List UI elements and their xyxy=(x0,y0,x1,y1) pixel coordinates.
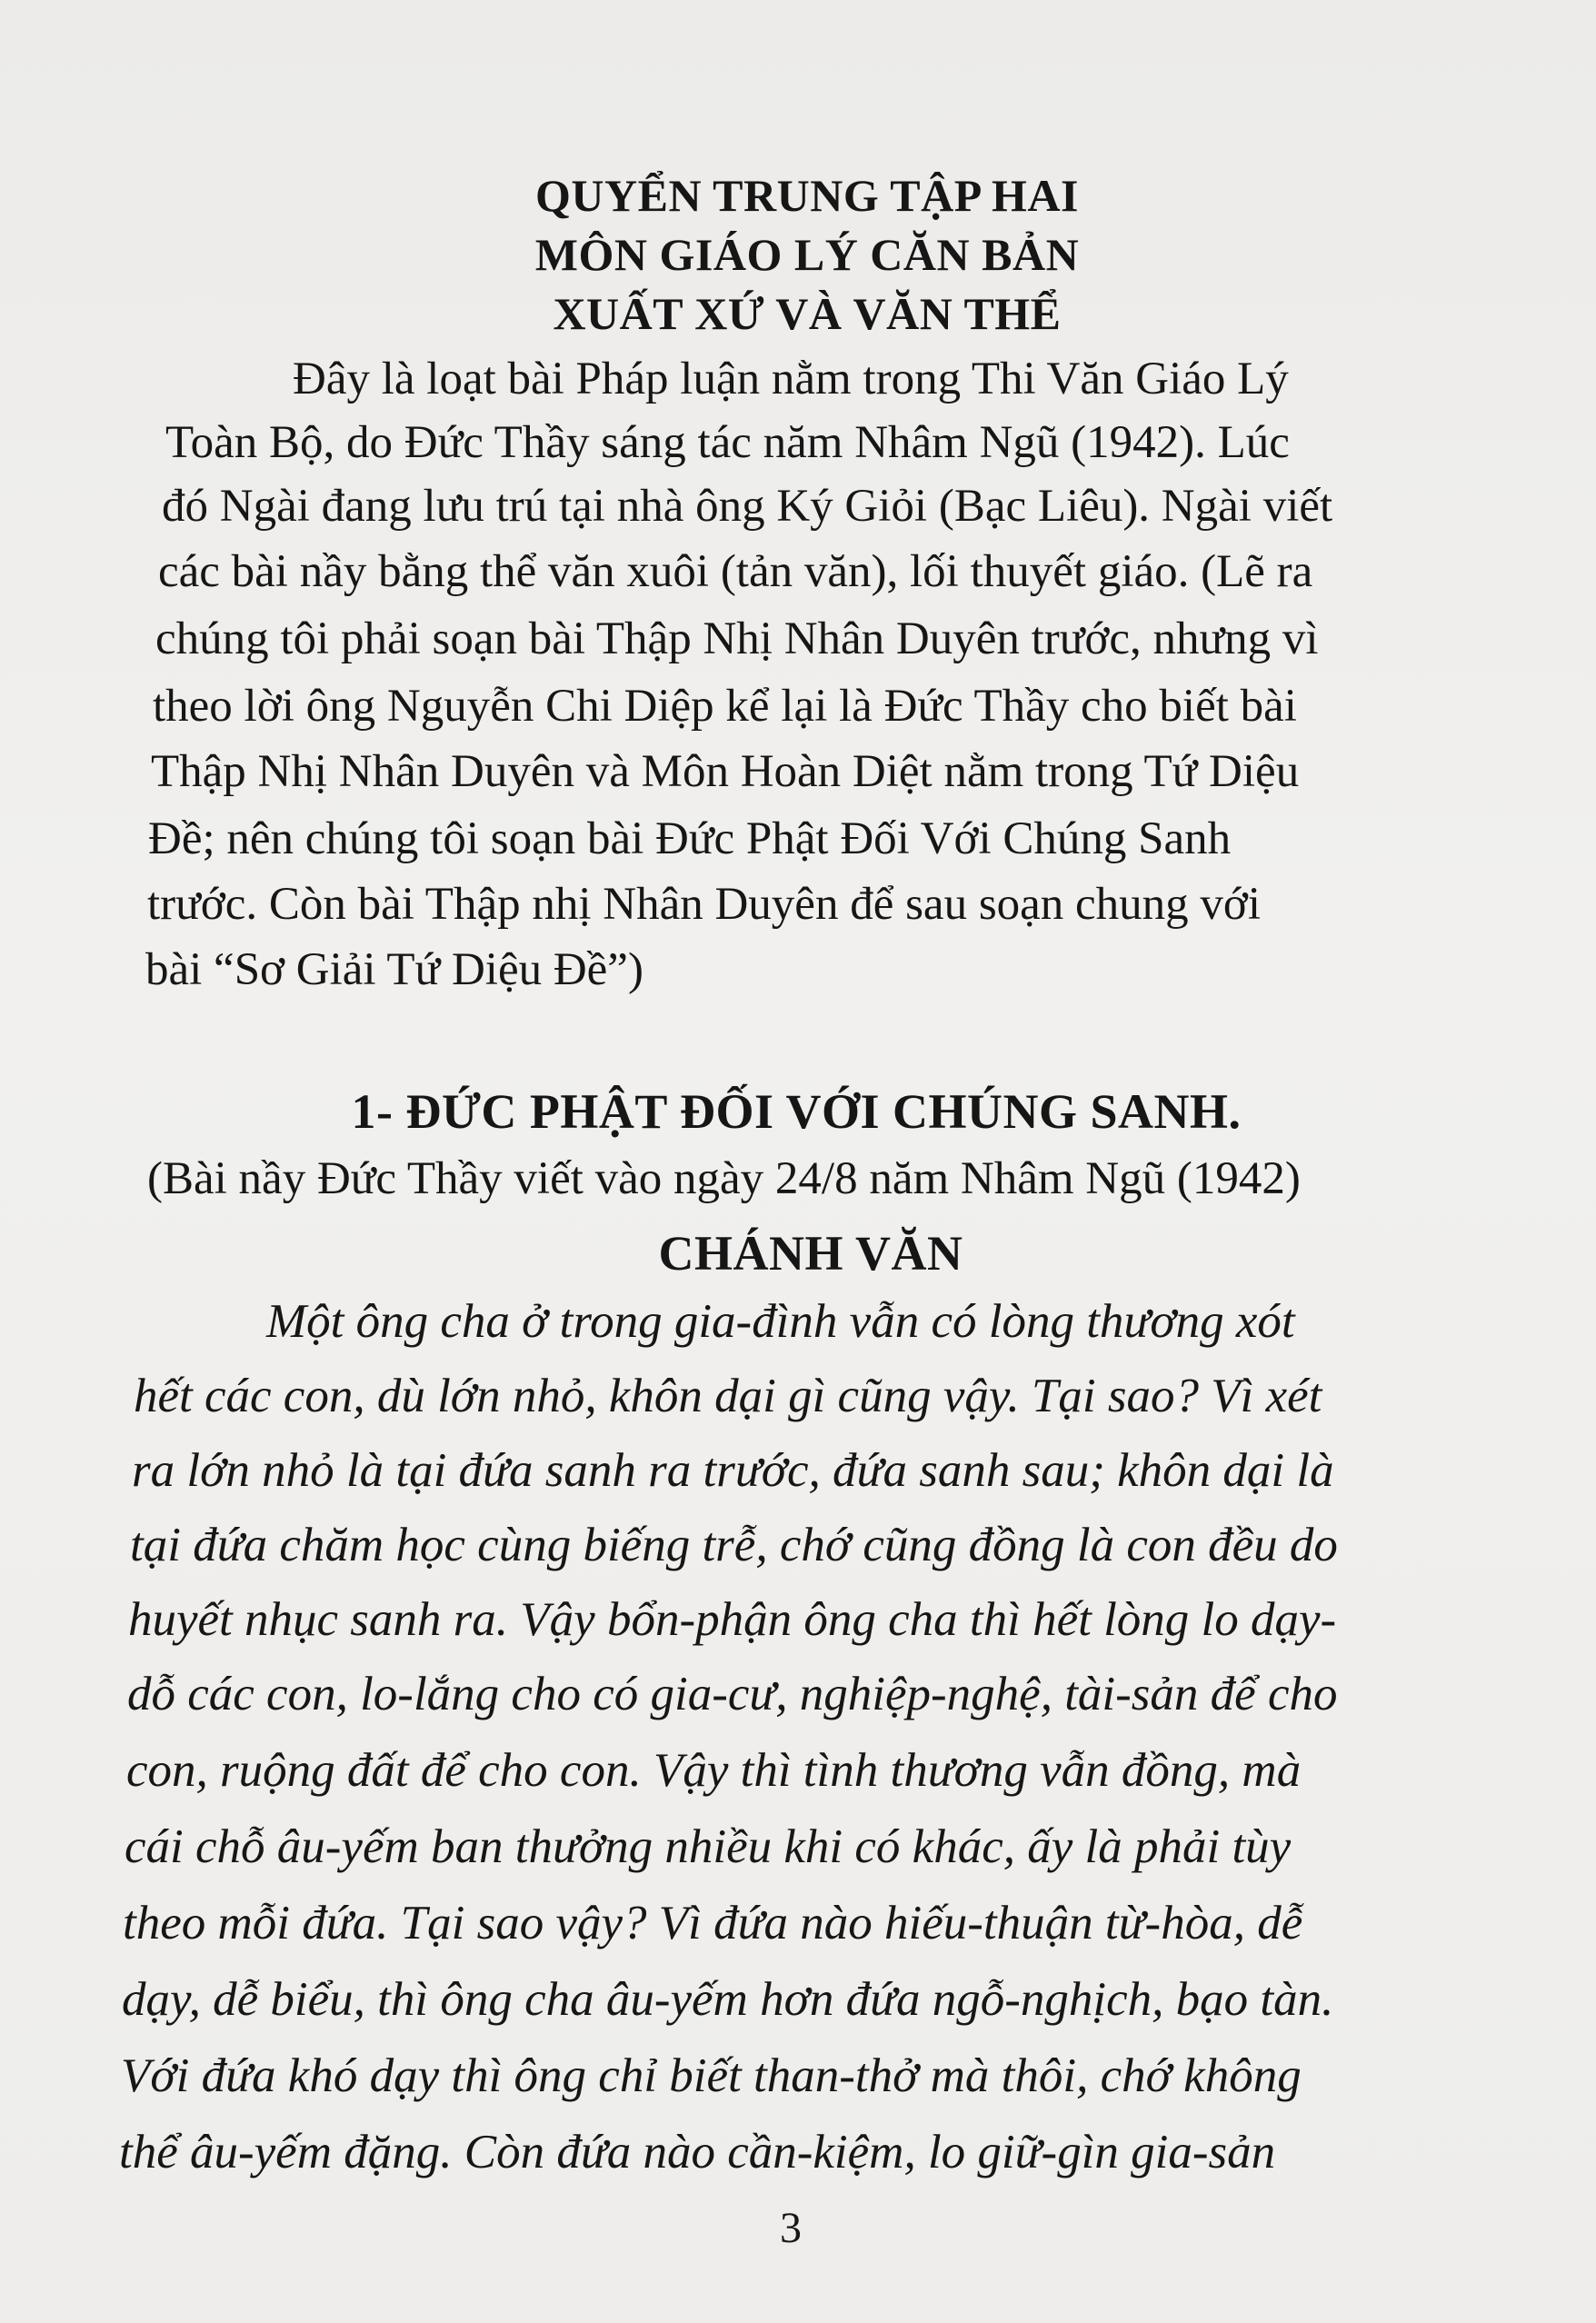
text-line: Với đứa khó dạy thì ông chỉ biết than-thở mà thôi, chớ không xyxy=(121,2049,1302,2102)
intro-line: bài “Sơ Giải Tứ Diệu Đề”) xyxy=(145,944,643,995)
section-note: (Bài nầy Đức Thầy viết vào ngày 24/8 năm Nhâm Ngũ (1942) xyxy=(147,1153,1301,1204)
text-line: Một ông cha ở trong gia-đình vẫn có lòng thương xót xyxy=(266,1295,1295,1348)
text-line: cái chỗ âu-yếm ban thưởng nhiều khi có khác, ấy là phải tùy xyxy=(125,1820,1292,1873)
text-line: tại đứa chăm học cùng biếng trễ, chớ cũng đồng là con đều do xyxy=(130,1519,1338,1571)
intro-line: các bài nầy bằng thể văn xuôi (tản văn), lối thuyết giáo. (Lẽ ra xyxy=(158,546,1313,597)
heading-volume: QUYỂN TRUNG TẬP HAI xyxy=(534,170,1080,221)
subheading-chanh-van: CHÁNH VĂN xyxy=(658,1226,963,1281)
text-line: ra lớn nhỏ là tại đứa sanh ra trước, đứa sanh sau; khôn dại là xyxy=(132,1444,1334,1497)
intro-line: đó Ngài đang lưu trú tại nhà ông Ký Giỏi (Bạc Liêu). Ngài viết xyxy=(162,481,1333,532)
intro-line: chúng tôi phải soạn bài Thập Nhị Nhân Duyên trước, nhưng vì xyxy=(155,613,1319,664)
text-line: theo mỗi đứa. Tại sao vậy? Vì đứa nào hiếu-thuận từ-hòa, dễ xyxy=(123,1897,1303,1949)
intro-line: Toàn Bộ, do Đức Thầy sáng tác năm Nhâm Ngũ (1942). Lúc xyxy=(165,417,1290,468)
heading-origin: XUẤT XỨ VÀ VĂN THỂ xyxy=(553,288,1062,339)
text-line: con, ruộng đất để cho con. Vậy thì tình thương vẫn đồng, mà xyxy=(126,1744,1302,1797)
intro-line: Đây là loạt bài Pháp luận nằm trong Thi Văn Giáo Lý xyxy=(293,354,1289,404)
text-line: huyết nhục sanh ra. Vậy bổn-phận ông cha thì hết lòng lo dạy- xyxy=(128,1593,1337,1646)
text-line: dỗ các con, lo-lắng cho có gia-cư, nghiệp-nghệ, tài-sản để cho xyxy=(127,1668,1338,1720)
section-title: 1- ĐỨC PHẬT ĐỐI VỚI CHÚNG SANH. xyxy=(351,1084,1242,1139)
page-number: 3 xyxy=(780,2204,802,2252)
text-line: dạy, dễ biểu, thì ông cha âu-yếm hơn đứa ngỗ-nghịch, bạo tàn. xyxy=(122,1973,1334,2026)
intro-line: Thập Nhị Nhân Duyên và Môn Hoàn Diệt nằm trong Tứ Diệu xyxy=(151,746,1300,797)
heading-subject: MÔN GIÁO LÝ CĂN BẢN xyxy=(534,229,1080,280)
intro-line: trước. Còn bài Thập nhị Nhân Duyên để sau soạn chung với xyxy=(147,879,1262,930)
text-line: thể âu-yếm đặng. Còn đứa nào cần-kiệm, lo giữ-gìn gia-sản xyxy=(119,2126,1276,2178)
intro-line: theo lời ông Nguyễn Chi Diệp kể lại là Đức Thầy cho biết bài xyxy=(153,681,1297,732)
intro-line: Đề; nên chúng tôi soạn bài Đức Phật Đối Với Chúng Sanh xyxy=(148,813,1232,864)
text-line: hết các con, dù lớn nhỏ, khôn dại gì cũng vậy. Tại sao? Vì xét xyxy=(134,1370,1322,1422)
